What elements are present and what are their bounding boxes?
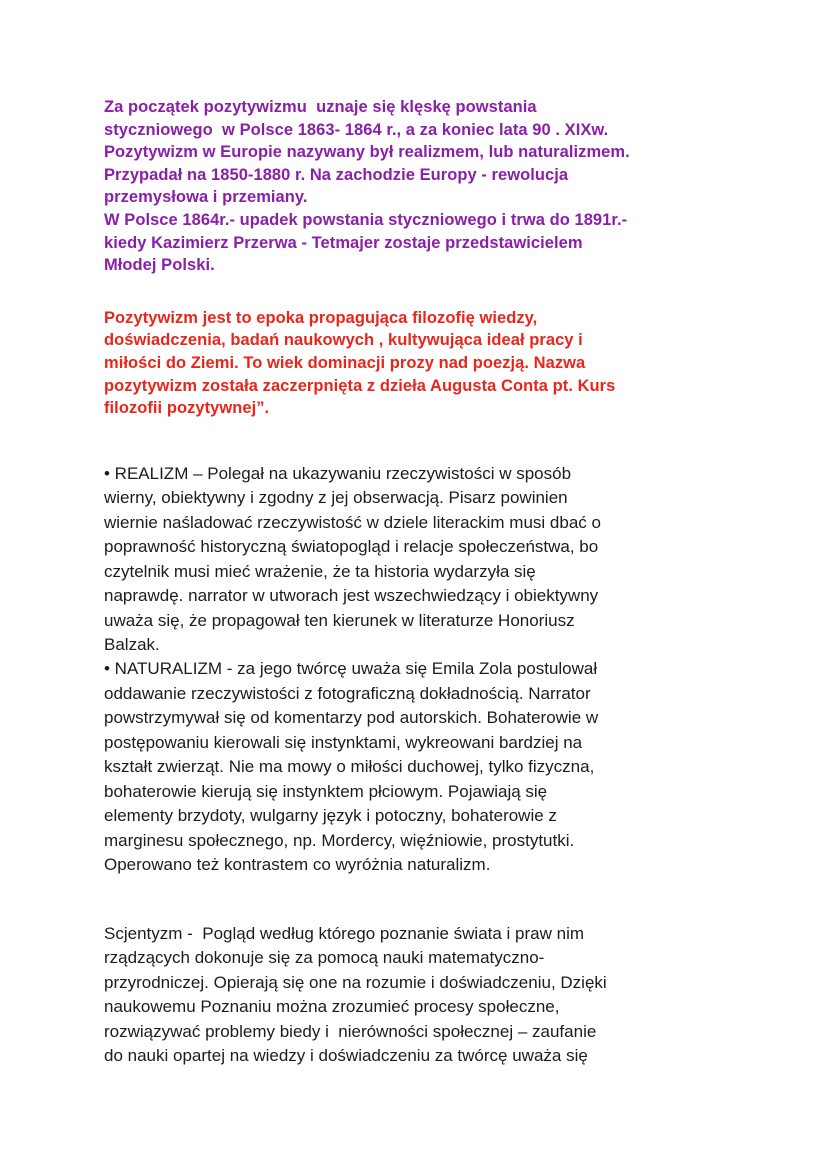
scjentyzm-line: rozwiązywać problemy biedy i nierówności społecznej – zaufanie — [104, 1021, 597, 1041]
realizm-line: wiernie naśladować rzeczywistość w dziele literackim musi dbać o — [104, 512, 601, 532]
realizm-line: Balzak. — [104, 635, 160, 654]
scjentyzm-line: przyrodniczej. Opierają się one na rozumie i doświadczeniu, Dzięki — [104, 972, 607, 992]
definition-line: doświadczenia, badań naukowych , kultywująca ideał pracy i — [104, 331, 583, 350]
realizm-line: wierny, obiektywny i zgodny z jej obserwacją. Pisarz powinien — [104, 488, 568, 508]
intro-line: Młodej Polski. — [104, 256, 215, 275]
intro-line: kiedy Kazimierz Przerwa - Tetmajer zostaje przedstawicielem — [104, 233, 583, 252]
naturalizm-line: kształt zwierząt. Nie ma mowy o miłości duchowej, tylko fizyczna, — [104, 757, 595, 777]
scjentyzm-paragraph — [104, 922, 724, 1069]
scjentyzm-line: naukowemu Poznaniu można zrozumieć procesy społeczne, — [104, 997, 560, 1017]
realizm-line: naprawdę. narrator w utworach jest wszechwiedzący i obiektywny — [104, 586, 599, 606]
realizm-line: • REALIZM – Polegał na ukazywaniu rzeczywistości w sposób — [104, 463, 572, 483]
scjentyzm-line: do nauki opartej na wiedzy i doświadczeniu za twórcę uważa się — [104, 1046, 588, 1066]
naturalizm-line: marginesu społecznego, np. Mordercy, więźniowie, prostytutki. — [104, 830, 575, 850]
scjentyzm-line: rządzących dokonuje się za pomocą nauki matematyczno- — [104, 948, 545, 968]
intro-line: W Polsce 1864r.- upadek powstania styczniowego i trwa do 1891r.- — [104, 210, 628, 229]
definition-line: pozytywizm została zaczerpnięta z dzieła Augusta Conta pt. Kurs — [104, 376, 616, 395]
definition-line: Pozytywizm jest to epoka propagująca filozofię wiedzy, — [104, 308, 538, 327]
intro-line: styczniowego w Polsce 1863- 1864 r., a za koniec lata 90 . XIXw. — [104, 120, 609, 139]
definition-line: filozofii pozytywnej”. — [104, 399, 270, 418]
naturalizm-line: oddawanie rzeczywistości z fotograficzną dokładnością. Narrator — [104, 683, 591, 703]
definition-line: miłości do Ziemi. To wiek dominacji prozy nad poezją. Nazwa — [104, 353, 586, 372]
intro-line: Pozytywizm w Europie nazywany był realizmem, lub naturalizmem. — [104, 143, 630, 162]
realizm-paragraph — [104, 462, 724, 658]
definition-paragraph — [104, 307, 724, 420]
naturalizm-paragraph — [104, 657, 724, 877]
intro-paragraph — [104, 96, 724, 277]
intro-line: Za początek pozytywizmu uznaje się klęskę powstania — [104, 98, 537, 116]
naturalizm-line: elementy brzydoty, wulgarny język i potoczny, bohaterowie z — [104, 806, 557, 826]
scjentyzm-line: Scjentyzm - Pogląd według którego poznanie świata i praw nim — [104, 923, 585, 943]
intro-line: przemysłowa i przemiany. — [104, 188, 308, 207]
realizm-line: czytelnik musi mieć wrażenie, że ta historia wydarzyła się — [104, 561, 536, 581]
naturalizm-line: Operowano też kontrastem co wyróżnia naturalizm. — [104, 855, 491, 875]
realizm-line: uważa się, że propagował ten kierunek w literaturze Honoriusz — [104, 610, 575, 630]
naturalizm-line: powstrzymywał się od komentarzy pod autorskich. Bohaterowie w — [104, 708, 599, 728]
realizm-line: poprawność historyczną światopogląd i relacje społeczeństwa, bo — [104, 537, 599, 557]
naturalizm-line: • NATURALIZM - za jego twórcę uważa się Emila Zola postulował — [104, 659, 598, 679]
intro-line: Przypadał na 1850-1880 r. Na zachodzie Europy - rewolucja — [104, 165, 569, 184]
naturalizm-line: bohaterowie kierują się instynktem płciowym. Pojawiają się — [104, 781, 548, 801]
naturalizm-line: postępowaniu kierowali się instynktami, wykreowani bardziej na — [104, 732, 583, 752]
